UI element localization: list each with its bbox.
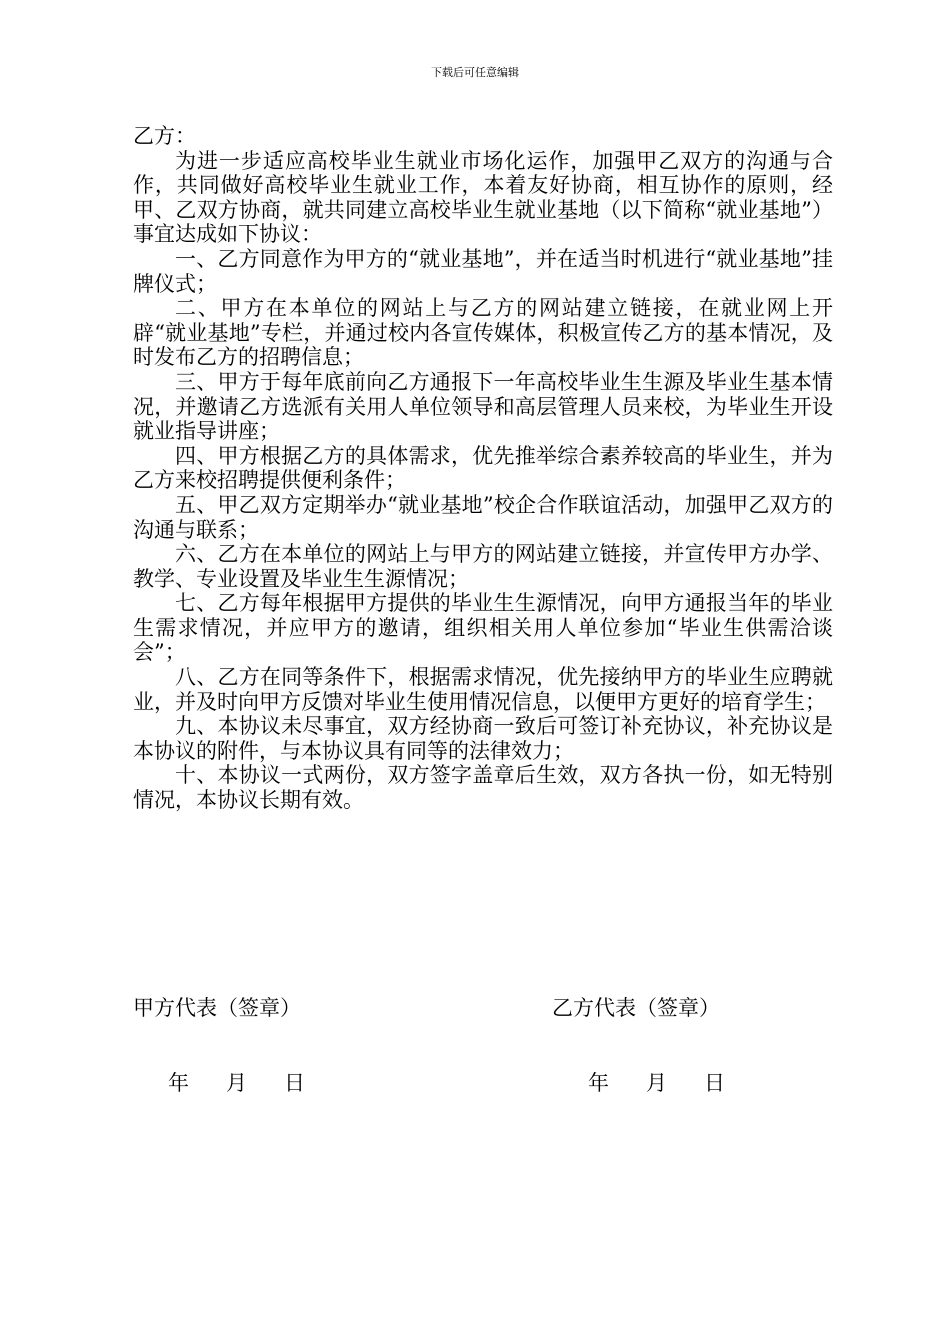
clause-3: 三、甲方于每年底前向乙方通报下一年高校毕业生生源及毕业生基本情况，并邀请乙方选派有关用人单位领导和高层管理人员来校，为毕业生开设就业指导讲座； [133,369,833,444]
clause-2: 二、甲方在本单位的网站上与乙方的网站建立链接，在就业网上开辟“就业基地”专栏，并通过校内各宣传媒体，积极宣传乙方的基本情况，及时发布乙方的招聘信息； [133,296,833,370]
clause-7: 七、乙方每年根据甲方提供的毕业生生源情况，向甲方通报当年的毕业生需求情况，并应甲方的邀请，组织相关用人单位参加“毕业生供需洽谈会”； [133,591,833,665]
clause-1: 一、乙方同意作为甲方的“就业基地”，并在适当时机进行“就业基地”挂牌仪式； [133,246,833,296]
clause-10: 十、本协议一式两份，双方签字盖章后生效，双方各执一份，如无特别情况，本协议长期有效。 [133,763,833,813]
date-day-label: 日 [284,1071,305,1095]
party-b-heading: 乙方： [133,124,196,148]
date-month-label: 月 [646,1071,667,1095]
clause-8: 八、乙方在同等条件下，根据需求情况，优先接纳甲方的毕业生应聘就业，并及时向甲方反馈对毕业生使用情况信息，以便甲方更好的培育学生； [133,665,833,714]
preamble-paragraph: 为进一步适应高校毕业生就业市场化运作，加强甲乙双方的沟通与合作，共同做好高校毕业生就业工作，本着友好协商，相互协作的原则，经甲、乙双方协商，就共同建立高校毕业生就业基地（以下简称“就业基地”）事宜达成如下协议： [133,148,833,247]
agreement-body [133,124,833,813]
party-a-signature-label: 甲方代表（签章） [133,996,301,1020]
header-note: 下载后可任意编辑 [431,66,519,79]
date-month-label: 月 [226,1071,247,1095]
party-a-date [168,1071,305,1095]
clause-4: 四、甲方根据乙方的具体需求，优先推举综合素养较高的毕业生，并为乙方来校招聘提供便利条件； [133,443,833,493]
date-day-label: 日 [704,1071,725,1095]
party-b-signature-label: 乙方代表（签章） [552,996,720,1020]
clause-5: 五、甲乙双方定期举办“就业基地”校企合作联谊活动，加强甲乙双方的沟通与联系； [133,492,833,542]
clause-6: 六、乙方在本单位的网站上与甲方的网站建立链接，并宣传甲方办学、教学、专业设置及毕业生生源情况； [133,542,833,591]
party-b-date [588,1071,725,1095]
date-year-label: 年 [168,1071,189,1095]
date-year-label: 年 [588,1071,609,1095]
clause-9: 九、本协议未尽事宜，双方经协商一致后可签订补充协议，补充协议是本协议的附件，与本协议具有同等的法律效力； [133,714,833,763]
